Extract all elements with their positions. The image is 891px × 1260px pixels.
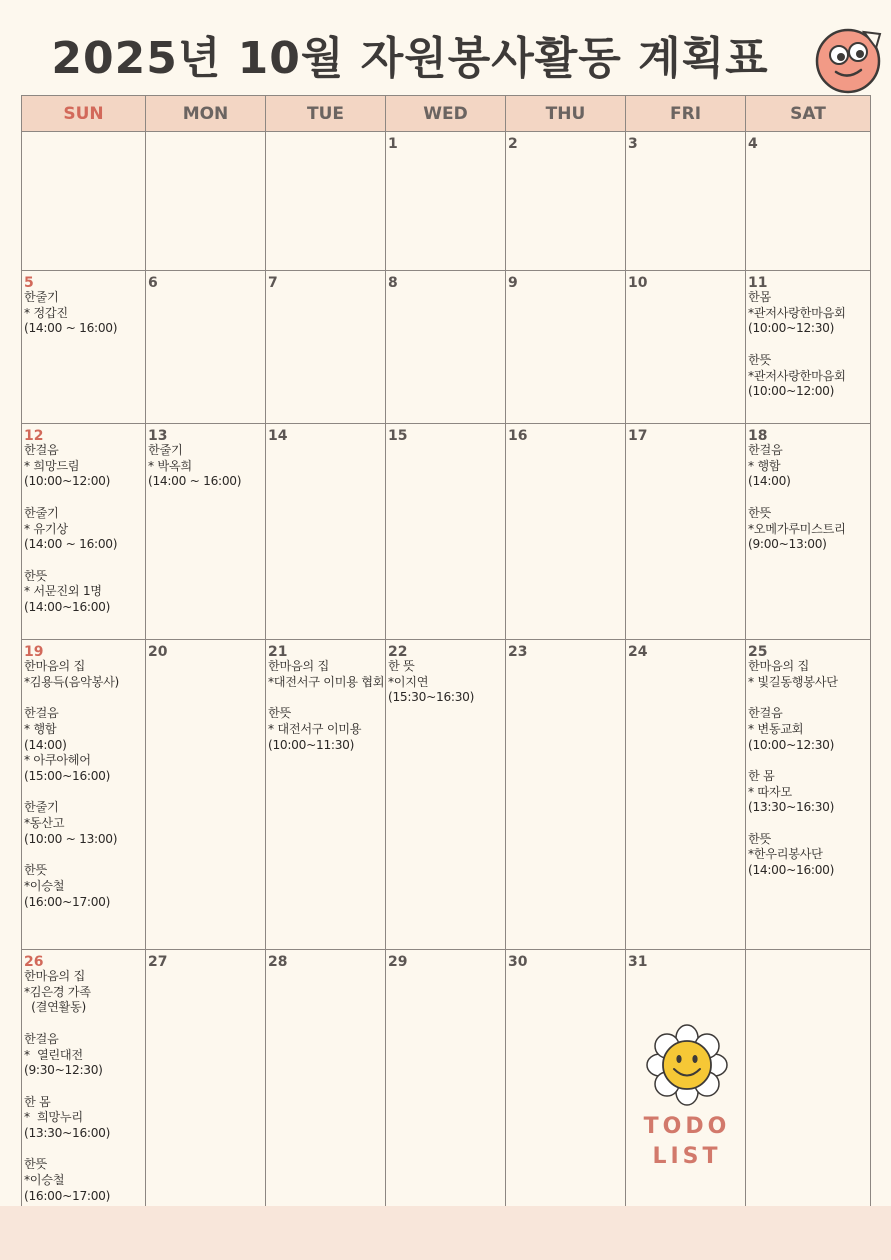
day-cell: [266, 640, 386, 950]
todo-list-label: TODO LIST: [643, 1114, 731, 1169]
weekday-fri: FRI: [626, 96, 746, 132]
day-cell: [146, 132, 266, 271]
day-cell: [146, 950, 266, 1213]
day-cell: [626, 640, 746, 950]
day-number: [266, 132, 385, 137]
weekday-thu: THU: [506, 96, 626, 132]
day-number: 13: [148, 428, 168, 444]
day-number: 24: [628, 644, 648, 660]
day-events: 한마음의 집 * 빛길동행봉사단 한걸음 * 변동교회 (10:00~12:30) 한 몸 * 따자모 (13:30~16:30) 한뜻 *한우리봉사단 (14:00~16:00): [748, 659, 838, 878]
day-cell: [266, 424, 386, 640]
day-cell: [266, 950, 386, 1213]
calendar-grid: [21, 95, 871, 1213]
day-number: 4: [748, 136, 758, 152]
day-cell: [506, 640, 626, 950]
day-cell: [746, 132, 871, 271]
day-cell: [22, 271, 146, 424]
day-number: 5: [24, 275, 34, 291]
day-events: 한걸음 * 희망드림 (10:00~12:00) 한줄기 * 유기상 (14:00 ~ 16:00) 한뜻 * 서문진외 1명 (14:00~16:00): [24, 443, 118, 615]
weekday-sun: SUN: [22, 96, 146, 132]
day-events: 한줄기 * 박옥희 (14:00 ~ 16:00): [148, 443, 242, 489]
weekday-wed: WED: [386, 96, 506, 132]
day-number: 1: [388, 136, 398, 152]
day-cell: [746, 424, 871, 640]
day-cell: [386, 271, 506, 424]
day-number: 9: [508, 275, 518, 291]
day-number: 6: [148, 275, 158, 291]
googly-eyes-sticker-icon: [814, 24, 884, 94]
weekday-tue: TUE: [266, 96, 386, 132]
day-number: 23: [508, 644, 528, 660]
day-cell: [386, 640, 506, 950]
day-cell: [626, 271, 746, 424]
day-cell: [266, 271, 386, 424]
day-events: 한마음의 집 *김용득(음악봉사) 한걸음 * 행함 (14:00) * 아쿠아헤어 (15:00~16:00) 한줄기 *동산고 (10:00 ~ 13:00) 한뜻 *이승철 (16:00~17:00): [24, 659, 120, 909]
day-number: 18: [748, 428, 768, 444]
weekday-header-row: [22, 96, 871, 132]
page-title: 2025년 10월 자원봉사활동 계획표: [51, 33, 769, 84]
day-cell: [626, 132, 746, 271]
day-number: 25: [748, 644, 768, 660]
day-number: 10: [628, 275, 648, 291]
week-row: [22, 271, 871, 424]
day-number: [146, 132, 265, 137]
day-number: 12: [24, 428, 44, 444]
day-cell: [746, 640, 871, 950]
day-number: 14: [268, 428, 288, 444]
day-cell: [386, 132, 506, 271]
day-number: 16: [508, 428, 528, 444]
day-number: 28: [268, 954, 288, 970]
day-cell: [506, 424, 626, 640]
footer-band: [0, 1206, 891, 1260]
weekday-mon: MON: [146, 96, 266, 132]
day-cell: [506, 950, 626, 1213]
day-cell: [146, 640, 266, 950]
todo-list-badge: [642, 1022, 732, 1172]
day-cell: [22, 950, 146, 1213]
day-cell: [386, 424, 506, 640]
day-number: [22, 132, 145, 137]
day-number: 22: [388, 644, 408, 660]
day-number: 11: [748, 275, 768, 291]
day-cell: [506, 271, 626, 424]
day-number: 7: [268, 275, 278, 291]
day-cell: [146, 271, 266, 424]
day-number: 19: [24, 644, 44, 660]
day-cell: [386, 950, 506, 1213]
day-cell: [746, 950, 871, 1213]
day-number: 21: [268, 644, 288, 660]
day-events: 한마음의 집 *김은경 가족 (결연활동) 한걸음 * 열린대전 (9:30~12:30) 한 몸 * 희망누리 (13:30~16:00) 한뜻 *이승철 (16:00~17:00): [24, 969, 111, 1203]
day-cell: [746, 271, 871, 424]
day-number: [746, 950, 870, 955]
day-number: 31: [628, 954, 648, 970]
day-events: 한 뜻 *이지연 (15:30~16:30): [388, 659, 475, 705]
day-events: 한마음의 집 *대전서구 이미용 협회 한뜻 * 대전서구 이미용 (10:00~11:30): [268, 659, 385, 752]
week-row: [22, 132, 871, 271]
day-number: 26: [24, 954, 44, 970]
day-cell: [146, 424, 266, 640]
day-number: 27: [148, 954, 168, 970]
week-row: [22, 424, 871, 640]
week-row: [22, 640, 871, 950]
day-number: 2: [508, 136, 518, 152]
smiley-flower-icon: [642, 1022, 732, 1108]
day-cell: [266, 132, 386, 271]
day-number: 20: [148, 644, 168, 660]
day-cell: [22, 424, 146, 640]
day-number: 3: [628, 136, 638, 152]
day-number: 15: [388, 428, 408, 444]
day-number: 30: [508, 954, 528, 970]
day-cell: [506, 132, 626, 271]
day-cell: [22, 132, 146, 271]
day-events: 한줄기 * 정갑진 (14:00 ~ 16:00): [24, 290, 118, 336]
weekday-sat: SAT: [746, 96, 871, 132]
day-number: 8: [388, 275, 398, 291]
day-events: 한몸 *관저사랑한마음회 (10:00~12:30) 한뜻 *관저사랑한마음회 (10:00~12:00): [748, 290, 846, 399]
day-cell: [626, 424, 746, 640]
day-number: 29: [388, 954, 408, 970]
day-number: 17: [628, 428, 648, 444]
day-cell: [22, 640, 146, 950]
week-row: [22, 950, 871, 1213]
day-events: 한걸음 * 행함 (14:00) 한뜻 *오메가루미스트리 (9:00~13:00): [748, 443, 846, 552]
